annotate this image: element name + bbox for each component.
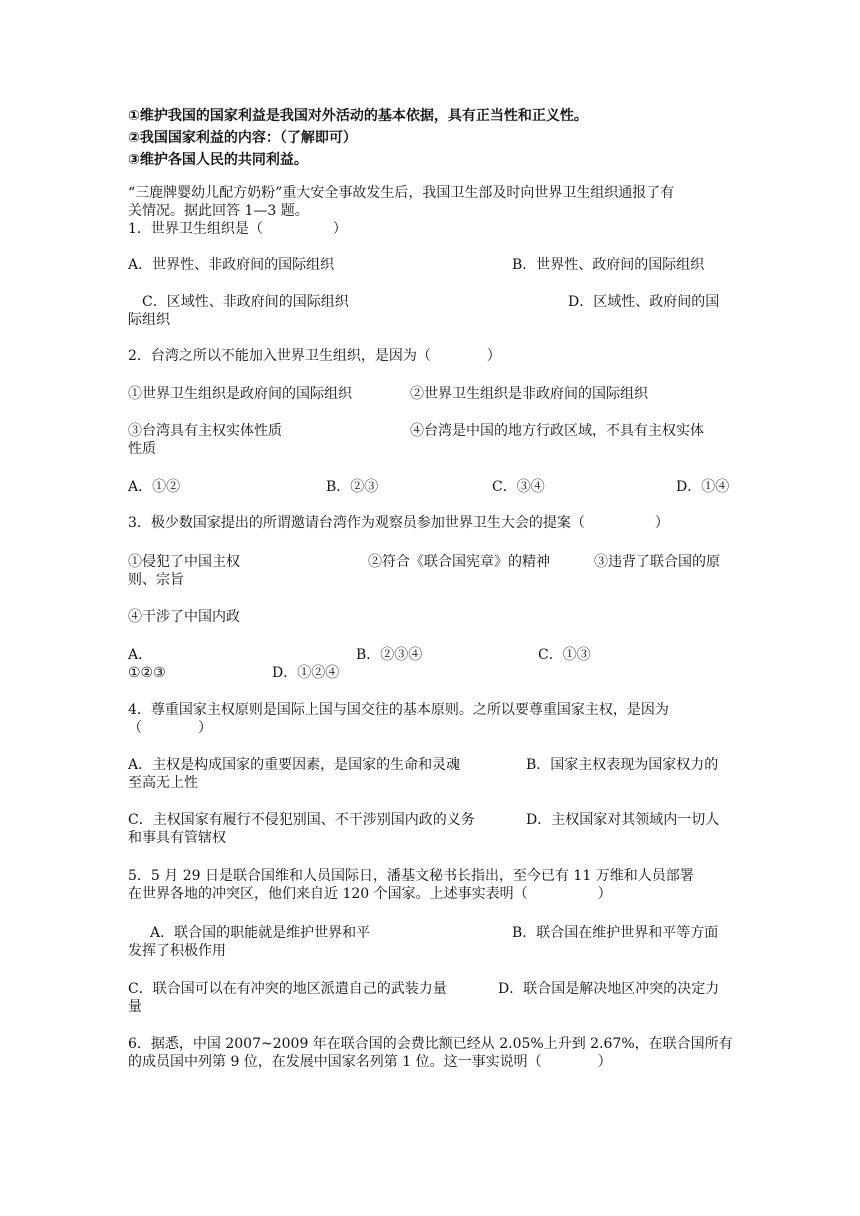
q3-option-a-value: ①②③ [128, 665, 166, 681]
q5-option-b: B．联合国在维护世界和平等方面 [512, 925, 719, 941]
q3-statement-3-cont: 则、宗旨 [128, 572, 184, 588]
q1-option-d: D．区域性、政府间的国 [568, 294, 720, 310]
q5-option-d-cont: 量 [128, 999, 142, 1015]
q4-option-d-cont: 和事具有管辖权 [128, 830, 226, 846]
q2-statement-2: ②世界卫生组织是非政府间的国际组织 [410, 386, 648, 402]
q3-statement-4: ④干涉了中国内政 [128, 609, 240, 625]
q4-stem-line-1: 4．尊重国家主权原则是国际上国与国交往的基本原则。之所以要尊重国家主权，是因为 [128, 702, 669, 718]
q5-option-b-cont: 发挥了积极作用 [128, 943, 226, 959]
q4-option-d: D．主权国家对其领域内一切人 [526, 812, 720, 828]
key-point-3: ③维护各国人民的共同利益。 [128, 152, 308, 168]
q1-stem: 1．世界卫生组织是（ ） [128, 221, 347, 237]
q3-statement-2: ②符合《联合国宪章》的精神 [368, 554, 550, 570]
q1-option-c: C．区域性、非政府间的国际组织 [142, 294, 349, 310]
q2-statement-3: ③台湾具有主权实体性质 [128, 423, 282, 439]
q1-options-row-2 [128, 293, 732, 311]
q2-statements-row-2 [128, 422, 732, 440]
q3-option-a-label: A． [128, 647, 153, 663]
q3-option-d: D．①②④ [272, 665, 340, 681]
q2-statement-4: ④台湾是中国的地方行政区域，不具有主权实体 [410, 423, 704, 439]
q1-option-a: A．世界性、非政府间的国际组织 [128, 257, 335, 273]
q5-stem-line-1: 5．5 月 29 日是联合国维和人员国际日，潘基文秘书长指出，至今已有 11 万维和人员部署 [128, 868, 694, 884]
q1-options-row-1 [128, 256, 732, 274]
q3-statement-1: ①侵犯了中国主权 [128, 554, 240, 570]
q4-stem-line-2: （ ） [128, 720, 212, 736]
q2-option-c: C．③④ [492, 479, 545, 495]
q4-options-row-2 [128, 811, 732, 829]
q3-stem: 3．极少数国家提出的所谓邀请台湾作为观察员参加世界卫生大会的提案（ ） [128, 515, 669, 531]
q2-option-a: A．①② [128, 479, 181, 495]
q5-option-c: C．联合国可以在有冲突的地区派遣自己的武装力量 [128, 981, 447, 997]
q3-options-row-1 [128, 646, 732, 664]
intro-line-2: 关情况。据此回答 1—3 题。 [128, 203, 309, 219]
q3-option-c: C．①③ [538, 647, 591, 663]
q4-option-a: A．主权是构成国家的重要因素，是国家的生命和灵魂 [128, 757, 461, 773]
q4-options-row-1 [128, 756, 732, 774]
q6-stem-line-1: 6．据悉，中国 2007~2009 年在联合国的会费比额已经从 2.05%上升到 2.67%，在联合国所有 [128, 1036, 733, 1052]
q4-option-c: C．主权国家有履行不侵犯别国、不干涉别国内政的义务 [128, 812, 475, 828]
q3-statements-row-1 [128, 553, 732, 571]
q3-option-b: B．②③④ [356, 647, 423, 663]
q5-options-row-2 [128, 980, 732, 998]
q2-options-row [128, 478, 732, 496]
q5-options-row-1 [128, 924, 732, 942]
q2-statement-1: ①世界卫生组织是政府间的国际组织 [128, 386, 352, 402]
q3-statement-3: ③违背了联合国的原 [594, 554, 720, 570]
q2-statement-4-cont: 性质 [128, 441, 156, 457]
q1-option-b: B．世界性、政府间的国际组织 [512, 257, 705, 273]
q2-stem: 2．台湾之所以不能加入世界卫生组织，是因为（ ） [128, 348, 501, 364]
q5-option-a: A．联合国的职能就是维护世界和平 [150, 925, 371, 941]
intro-line-1: “三鹿牌婴幼儿配方奶粉”重大安全事故发生后，我国卫生部及时向世界卫生组织通报了有 [128, 185, 675, 201]
q1-option-d-cont: 际组织 [128, 312, 170, 328]
q2-option-d: D．①④ [676, 479, 730, 495]
q4-option-b: B．国家主权表现为国家权力的 [526, 757, 719, 773]
q4-option-b-cont: 至高无上性 [128, 775, 198, 791]
key-point-1: ①维护我国的国家利益是我国对外活动的基本依据，具有正当性和正义性。 [128, 108, 588, 124]
q5-stem-line-2: 在世界各地的冲突区，他们来自近 120 个国家。上述事实表明（ ） [128, 886, 612, 902]
q2-statements-row-1 [128, 385, 732, 403]
q3-options-row-2 [128, 664, 732, 682]
q6-stem-line-2: 的成员国中列第 9 位，在发展中国家名列第 1 位。这一事实说明（ ） [128, 1054, 612, 1070]
q2-option-b: B．②③ [326, 479, 379, 495]
key-point-2: ②我国国家利益的内容：（了解即可） [128, 130, 357, 146]
q5-option-d: D．联合国是解决地区冲突的决定力 [498, 981, 720, 997]
